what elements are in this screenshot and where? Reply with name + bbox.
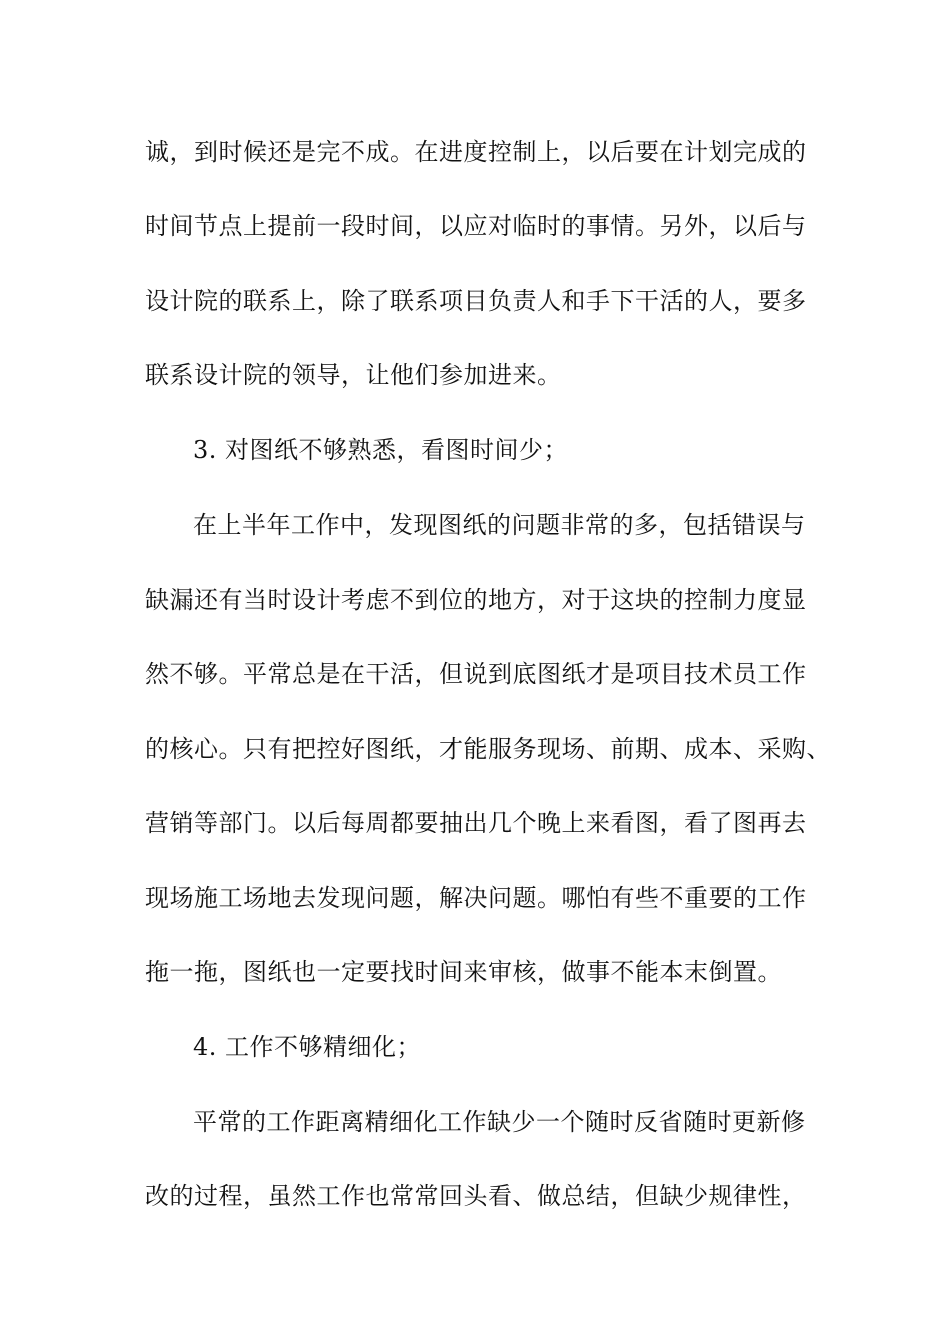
paragraph-line: 的核心。只有把控好图纸，才能服务现场、前期、成本、采购、	[145, 735, 831, 763]
section-heading-3: 3. 对图纸不够熟悉，看图时间少；	[193, 436, 569, 464]
paragraph-line: 现场施工场地去发现问题，解决问题。哪怕有些不重要的工作	[145, 884, 807, 912]
paragraph-line: 拖一拖，图纸也一定要找时间来审核，做事不能本末倒置。	[145, 958, 782, 986]
paragraph-line: 平常的工作距离精细化工作缺少一个随时反省随时更新修	[193, 1108, 806, 1136]
paragraph-line: 改的过程，虽然工作也常常回头看、做总结，但缺少规律性，	[145, 1182, 807, 1210]
paragraph-line: 在上半年工作中，发现图纸的问题非常的多，包括错误与	[193, 511, 806, 539]
section-heading-4: 4. 工作不够精细化；	[193, 1033, 422, 1061]
paragraph-line: 缺漏还有当时设计考虑不到位的地方，对于这块的控制力度显	[145, 586, 807, 614]
paragraph-line: 时间节点上提前一段时间，以应对临时的事情。另外，以后与	[145, 212, 807, 240]
paragraph-line: 设计院的联系上，除了联系项目负责人和手下干活的人，要多	[145, 287, 807, 315]
paragraph-line: 然不够。平常总是在干活，但说到底图纸才是项目技术员工作	[145, 660, 807, 688]
paragraph-line: 诚，到时候还是完不成。在进度控制上，以后要在计划完成的	[145, 138, 807, 166]
paragraph-line: 联系设计院的领导，让他们参加进来。	[145, 361, 562, 389]
paragraph-line: 营销等部门。以后每周都要抽出几个晚上来看图，看了图再去	[145, 809, 807, 837]
